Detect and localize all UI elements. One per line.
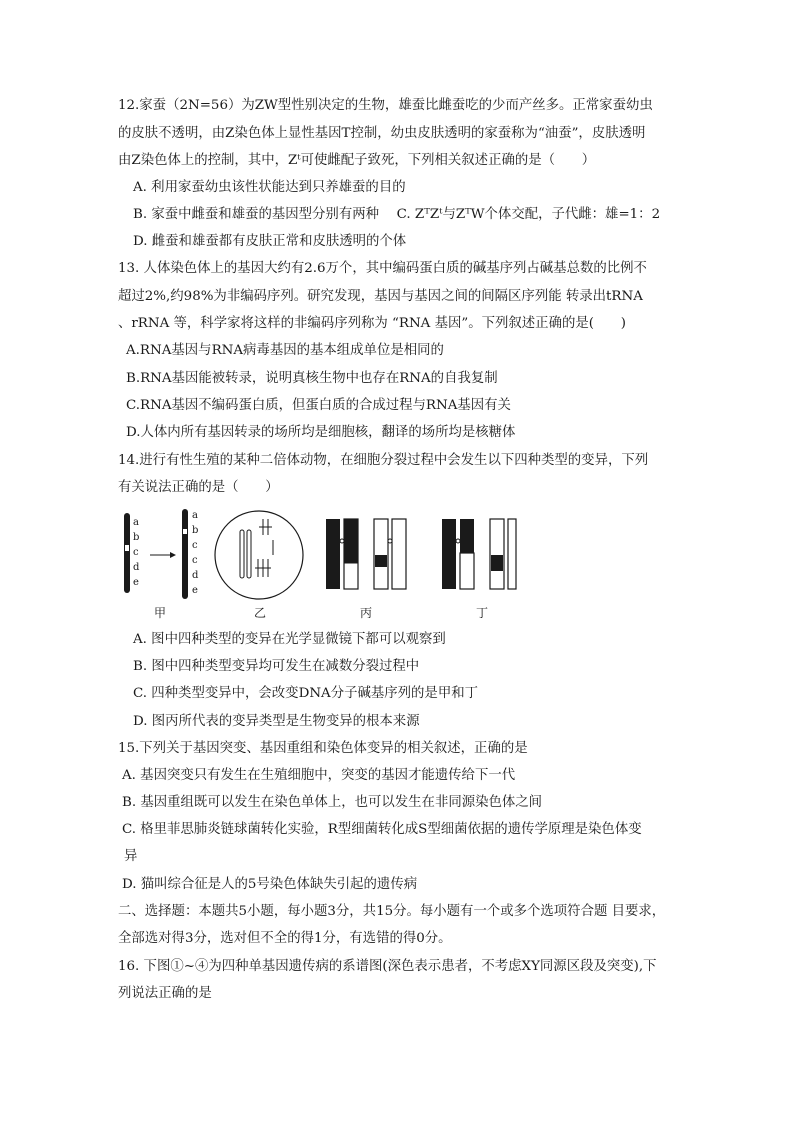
figure-label-bing: 丙 (360, 606, 373, 620)
variation-types-figure (118, 505, 518, 623)
figure-jia-chromosome-before (124, 513, 140, 593)
q13-stem-line-3: 、rRNA 等，科学家将这样的非编码序列称为 “RNA 基因”。下列叙述正确的是( ) (118, 316, 626, 331)
figure-jia-chromosome-after (182, 509, 199, 599)
figure-gene-label: c (192, 555, 198, 566)
q12-stem-line-2: 的皮肤不透明，由Z染色体上显性基因T控制，幼虫皮肤透明的家蚕称为“油蚕”，皮肤透明 (118, 126, 646, 141)
q13-option-a: A.RNA基因与RNA病毒基因的基本组成单位是相同的 (126, 343, 444, 358)
q12-option-d: D. 雌蚕和雄蚕都有皮肤正常和皮肤透明的个体 (133, 234, 407, 249)
q15-stem: 15.下列关于基因突变、基因重组和染色体变异的相关叙述，正确的是 (118, 741, 528, 756)
q15-option-d: D. 猫叫综合征是人的5号染色体缺失引起的遗传病 (122, 877, 418, 892)
q12-stem-line-3: 由Z染色体上的控制，其中，Zᵗ可使雌配子致死，下列相关叙述正确的是（ ） (118, 153, 596, 168)
figure-yi-cell (215, 511, 303, 599)
figure-gene-label: b (133, 532, 140, 543)
q15-option-a: A. 基因突变只有发生在生殖细胞中，突变的基因才能遗传给下一代 (122, 768, 516, 783)
q15-option-c: C. 格里菲思肺炎链球菌转化实验，R型细菌转化成S型细菌依据的遗传学原理是染色体变 (122, 822, 642, 837)
q13-option-c: C.RNA基因不编码蛋白质，但蛋白质的合成过程与RNA基因有关 (126, 398, 511, 413)
figure-gene-label: d (133, 562, 140, 573)
figure-gene-label: b (192, 525, 199, 536)
figure-gene-label: c (133, 547, 139, 558)
q14-option-c: C. 四种类型变异中，会改变DNA分子碱基序列的是甲和丁 (133, 686, 478, 701)
q14-option-d: D. 图丙所代表的变异类型是生物变异的根本来源 (133, 714, 420, 729)
q12-option-a: A. 利用家蚕幼虫该性状能达到只养雄蚕的目的 (133, 180, 406, 195)
q15-option-c-wrap: 异 (124, 849, 138, 864)
arrow-icon (150, 552, 176, 558)
q13-stem-line-2: 超过2%,约98%为非编码序列。研究发现，基因与基因之间的间隔区序列能 转录出tRNA (118, 289, 643, 304)
figure-gene-label: c (192, 540, 198, 551)
section2-instructions-line-1: 二、选择题：本题共5小题，每小题3分，共15分。每小题有一个或多个选项符合题 目要求， (118, 904, 666, 919)
figure-bing-chromosomes (326, 519, 406, 589)
section2-instructions-line-2: 全部选对得3分，选对但不全的得1分，有选错的得0分。 (118, 931, 452, 946)
figure-label-ding: 丁 (476, 606, 489, 620)
q14-stem-line-2: 有关说法正确的是（ ） (118, 480, 279, 495)
figure-ding-chromosomes (442, 519, 516, 589)
q15-option-b: B. 基因重组既可以发生在染色单体上，也可以发生在非同源染色体之间 (122, 795, 543, 810)
q16-stem-line-2: 列说法正确的是 (118, 986, 212, 1001)
q13-option-b: B.RNA基因能被转录，说明真核生物中也存在RNA的自我复制 (126, 371, 498, 386)
q14-option-b: B. 图中四种类型变异均可发生在减数分裂过程中 (133, 659, 420, 674)
figure-label-yi: 乙 (254, 606, 267, 620)
figure-gene-label: a (133, 517, 139, 528)
q12-option-b-c: B. 家蚕中雌蚕和雄蚕的基因型分别有两种 C. ZᵀZᵗ与ZᵀW个体交配，子代雌：雄=1：2 (133, 207, 661, 222)
figure-gene-label: a (192, 510, 198, 521)
q12-stem-line-1: 12.家蚕（2N=56）为ZW型性别决定的生物，雄蚕比雌蚕吃的少而产丝多。正常家蚕幼虫 (118, 98, 653, 113)
q13-stem-line-1: 13. 人体染色体上的基因大约有2.6万个，其中编码蛋白质的碱基序列占碱基总数的比例不 (118, 261, 647, 276)
figure-gene-label: e (133, 577, 139, 588)
q13-option-d: D.人体内所有基因转录的场所均是细胞核，翻译的场所均是核糖体 (126, 425, 516, 440)
figure-label-jia: 甲 (154, 606, 167, 620)
figure-gene-label: d (192, 570, 199, 581)
figure-gene-label: e (192, 585, 198, 596)
q14-option-a: A. 图中四种类型的变异在光学显微镜下都可以观察到 (133, 632, 446, 647)
q16-stem-line-1: 16. 下图①~④为四种单基因遗传病的系谱图(深色表示患者，不考虑XY同源区段及突变),下 (118, 959, 657, 974)
q14-stem-line-1: 14.进行有性生殖的某种二倍体动物，在细胞分裂过程中会发生以下四种类型的变异，下列 (118, 453, 649, 468)
